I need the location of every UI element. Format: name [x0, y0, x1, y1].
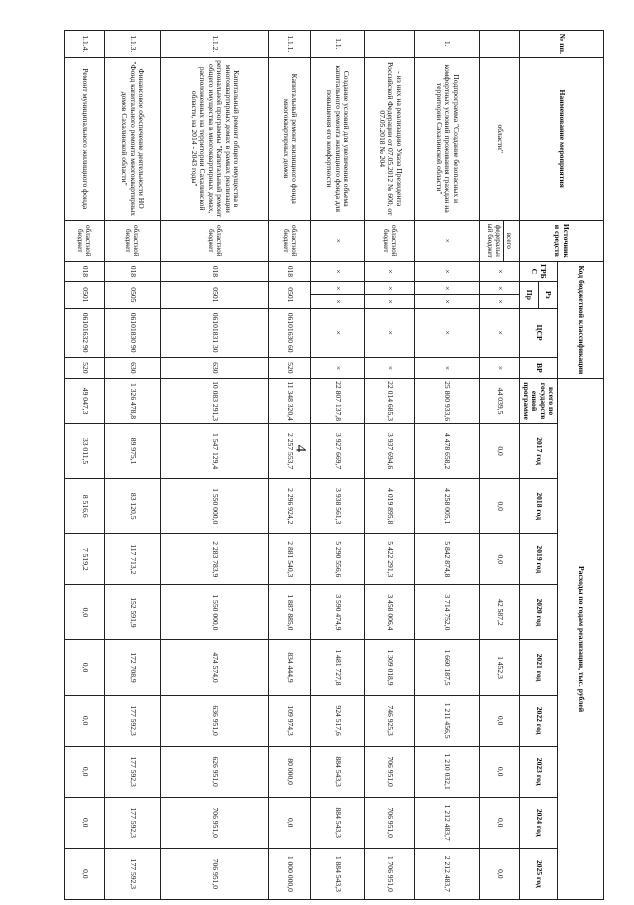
row-grbs: ×	[311, 261, 365, 281]
row-vr: ×	[415, 357, 480, 378]
row-year-value: 884 543,3	[311, 797, 365, 848]
header-year: 2020 год	[519, 585, 558, 640]
row-year-value: 3 927 669,7	[311, 424, 365, 479]
row-name: Ремонт муниципального жилищного фонда	[65, 57, 105, 220]
row-name: Капитальный ремонт общего имущества в многоквартирных домах в рамках реализации региональной программы "Капитальный ремонт общего имущества в многоквартирных домах, расположенных на территории Сахалинской области, на 2014 - 2043 годы"	[161, 57, 269, 220]
row-source: ×	[415, 220, 480, 261]
row-total: 49 047,3	[65, 379, 105, 424]
row-pr: ×	[365, 295, 415, 308]
row-year-value: 2 212 483,7	[415, 848, 480, 899]
row-pr: ×	[415, 295, 480, 308]
row-year-value: 1 660 187,5	[415, 640, 480, 695]
program-expenses-table	[64, 30, 604, 900]
row-num: 1.1.3.	[104, 31, 160, 58]
row-year-value: 5 842 874,8	[415, 534, 480, 585]
row-pr: ×	[479, 295, 519, 308]
row-year-value: 0,0	[479, 797, 519, 848]
header-year: 2017 год	[519, 424, 558, 479]
row-year-value: 884 543,3	[311, 746, 365, 797]
row-total: 10 083 291,3	[161, 379, 269, 424]
header-rz: Рз	[538, 282, 557, 309]
table-row	[65, 31, 105, 900]
row-year-value: 2 257 553,7	[269, 424, 311, 479]
row-year-value: 0,0	[65, 797, 105, 848]
row-year-value: 1 000 000,0	[269, 848, 311, 899]
row-grbs: 018	[104, 261, 160, 281]
row-csr: 06101630 60	[269, 308, 311, 357]
header-year: 2018 год	[519, 479, 558, 534]
table-row	[161, 31, 269, 900]
row-year-value: 80 000,0	[269, 746, 311, 797]
row-year-value: 0,0	[65, 585, 105, 640]
row-year-value: 1 884 543,3	[311, 848, 365, 899]
row-source: ×	[311, 220, 365, 261]
row-source	[479, 220, 519, 261]
row-grbs: ×	[415, 261, 480, 281]
table-row	[365, 31, 415, 900]
header-name: Наименование мероприятия	[519, 57, 603, 220]
row-rz: ×	[415, 282, 480, 295]
row-year-value: 42 587,2	[479, 585, 519, 640]
row-year-value: 626 951,0	[161, 746, 269, 797]
row-year-value: 706 951,0	[161, 848, 269, 899]
row-year-value: 1 212 483,7	[415, 797, 480, 848]
header-year: 2021 год	[519, 640, 558, 695]
row-pr: ×	[311, 295, 365, 308]
row-year-value: 0,0	[65, 695, 105, 746]
row-year-value: 0,0	[479, 848, 519, 899]
row-vr: ×	[479, 357, 519, 378]
row-grbs: ×	[365, 261, 415, 281]
row-year-value: 1 550 000,0	[161, 585, 269, 640]
header-num: № пп.	[519, 31, 603, 58]
row-year-value: 474 574,0	[161, 640, 269, 695]
row-year-value: 0,0	[479, 695, 519, 746]
row-year-value: 3 590 474,9	[311, 585, 365, 640]
row-num: 1.1.2.	[161, 31, 269, 58]
row-year-value: 5 422 291,3	[365, 534, 415, 585]
row-year-value: 3 938 561,3	[311, 479, 365, 534]
row-num: 1.1.1.	[269, 31, 311, 58]
row-year-value: 2 296 924,2	[269, 479, 311, 534]
row-total: 25 800 933,6	[415, 379, 480, 424]
row-pr: 05	[128, 294, 138, 303]
row-year-value: 0,0	[65, 640, 105, 695]
row-csr: ×	[479, 308, 519, 357]
row-vr: 520	[65, 357, 105, 378]
row-num: 1.1.	[311, 31, 365, 58]
row-year-value: 3 937 694,6	[365, 424, 415, 479]
header-pr: Пр	[519, 282, 538, 309]
row-total: 22 807 137,8	[311, 379, 365, 424]
row-num: 1.1.4.	[65, 31, 105, 58]
row-year-value: 0,0	[65, 746, 105, 797]
row-year-value: 33 011,5	[65, 424, 105, 479]
header-budget-code: Код бюджетной классификации	[558, 261, 604, 378]
row-year-value: 177 592,3	[104, 797, 160, 848]
row-rz: ×	[365, 282, 415, 295]
row-year-value: 4 258 005,1	[415, 479, 480, 534]
row-year-value: 706 951,0	[161, 797, 269, 848]
row-vr: ×	[365, 357, 415, 378]
table-row	[479, 31, 519, 900]
row-rz: 05	[128, 287, 138, 295]
table-row	[311, 31, 365, 900]
row-grbs: ×	[479, 261, 519, 281]
rotated-table-area	[64, 30, 604, 900]
row-year-value: 152 591,9	[104, 585, 160, 640]
row-year-value: 746 925,3	[365, 695, 415, 746]
row-rz-pr	[104, 282, 160, 309]
row-rz: 05	[210, 287, 220, 295]
header-vr: ВР	[519, 357, 558, 378]
row-vr: ×	[311, 357, 365, 378]
row-source: областной бюджет	[65, 220, 105, 261]
row-year-value: 177 592,3	[104, 848, 160, 899]
header-total: всего по государственной программе	[519, 379, 558, 424]
header-year: 2024 год	[519, 797, 558, 848]
header-source: Источники средств	[519, 220, 603, 261]
header-csr: ЦСР	[519, 308, 558, 357]
row-year-value: 0,0	[479, 746, 519, 797]
header-grbs: ГРБС	[519, 261, 558, 281]
table-row	[269, 31, 311, 900]
row-total: 1 326 478,8	[104, 379, 160, 424]
row-vr: 520	[269, 357, 311, 378]
row-total: 22 014 685,3	[365, 379, 415, 424]
row-num: 1.	[415, 31, 480, 58]
header-expenses: Расходы по годам реализации, тыс. рублей	[558, 379, 604, 900]
row-source-top: всего	[503, 221, 514, 261]
row-name: области"	[479, 57, 519, 220]
row-year-value: 1 452,3	[479, 640, 519, 695]
row-year-value: 636 951,0	[161, 695, 269, 746]
row-rz: ×	[479, 282, 519, 295]
row-name: Финансовое обеспечение деятельности НО "Фонд капитального ремонта многоквартирных домов Сахалинской области"	[104, 57, 160, 220]
row-rz: 05	[286, 287, 296, 295]
row-source: областной бюджет	[269, 220, 311, 261]
row-year-value: 1 210 032,1	[415, 746, 480, 797]
row-year-value: 2 881 540,3	[269, 534, 311, 585]
row-year-value: 1 481 727,8	[311, 640, 365, 695]
row-year-value: 1 706 951,0	[365, 848, 415, 899]
row-year-value: 1 887 885,0	[269, 585, 311, 640]
row-year-value: 172 708,9	[104, 640, 160, 695]
row-rz: 05	[80, 287, 90, 295]
row-total: 44 039,5	[479, 379, 519, 424]
row-source: областной бюджет	[104, 220, 160, 261]
row-rz-pr	[65, 282, 105, 309]
row-year-value: 2 283 783,9	[161, 534, 269, 585]
row-vr: 630	[104, 357, 160, 378]
row-year-value: 117 713,2	[104, 534, 160, 585]
row-year-value: 177 592,3	[104, 746, 160, 797]
row-year-value: 924 517,6	[311, 695, 365, 746]
row-rz-pr	[161, 282, 269, 309]
row-year-value: 0,0	[269, 797, 311, 848]
row-year-value: 0,0	[479, 424, 519, 479]
row-total: 11 348 320,4	[269, 379, 311, 424]
row-csr: ×	[365, 308, 415, 357]
row-csr: ×	[415, 308, 480, 357]
page-number: 4	[292, 444, 309, 453]
row-csr: 06101632 90	[65, 308, 105, 357]
row-csr: 06101831 30	[161, 308, 269, 357]
row-year-value: 1 211 456,5	[415, 695, 480, 746]
row-year-value: 834 444,9	[269, 640, 311, 695]
row-grbs: 018	[161, 261, 269, 281]
row-year-value: 1 309 018,9	[365, 640, 415, 695]
row-year-value: 0,0	[479, 479, 519, 534]
row-name: Создание условий для увеличения объема капитального ремонта жилищного фонда для повышения его комфортности	[311, 57, 365, 220]
row-year-value: 3 458 006,4	[365, 585, 415, 640]
row-num	[365, 31, 415, 58]
row-source-main: федеральный бюджет	[485, 223, 502, 258]
row-year-value: 7 519,2	[65, 534, 105, 585]
row-pr: 01	[286, 294, 296, 303]
row-source: областной бюджет	[161, 220, 269, 261]
row-year-value: 177 592,3	[104, 695, 160, 746]
row-year-value: 3 714 752,0	[415, 585, 480, 640]
row-vr: 630	[161, 357, 269, 378]
row-year-value: 109 974,3	[269, 695, 311, 746]
row-year-value: 706 951,0	[365, 797, 415, 848]
row-grbs: 018	[269, 261, 311, 281]
header-year: 2019 год	[519, 534, 558, 585]
row-num	[479, 31, 519, 58]
row-year-value: 4 019 895,8	[365, 479, 415, 534]
row-rz: ×	[311, 282, 365, 295]
row-year-value: 1 547 129,4	[161, 424, 269, 479]
row-year-value: 5 290 556,6	[311, 534, 365, 585]
row-source: областной бюджет	[365, 220, 415, 261]
row-name: - из них на реализацию Указа Президента Российской Федерации от 07.05.2012 № 600, от 07.05.2018 № 204	[365, 57, 415, 220]
row-name: Капитальный ремонт жилищного фонда многоквартирных домов	[269, 57, 311, 220]
row-rz-pr	[269, 282, 311, 309]
row-year-value: 0,0	[65, 848, 105, 899]
row-year-value: 4 478 658,2	[415, 424, 480, 479]
row-year-value: 8 516,6	[65, 479, 105, 534]
header-year: 2022 год	[519, 695, 558, 746]
row-grbs: 018	[65, 261, 105, 281]
row-year-value: 1 550 000,0	[161, 479, 269, 534]
row-year-value: 89 975,1	[104, 424, 160, 479]
table-row	[415, 31, 480, 900]
row-csr: ×	[311, 308, 365, 357]
table-row	[104, 31, 160, 900]
header-year: 2025 год	[519, 848, 558, 899]
row-year-value: 0,0	[479, 534, 519, 585]
row-csr: 06101830 90	[104, 308, 160, 357]
row-pr: 01	[210, 294, 220, 303]
row-pr: 01	[80, 294, 90, 303]
header-year: 2023 год	[519, 746, 558, 797]
row-year-value: 706 951,0	[365, 746, 415, 797]
row-name: Подпрограмма "Создание безопасных и комфортных условий проживания граждан на территории Сахалинской области"	[415, 57, 480, 220]
row-year-value: 83 120,5	[104, 479, 160, 534]
